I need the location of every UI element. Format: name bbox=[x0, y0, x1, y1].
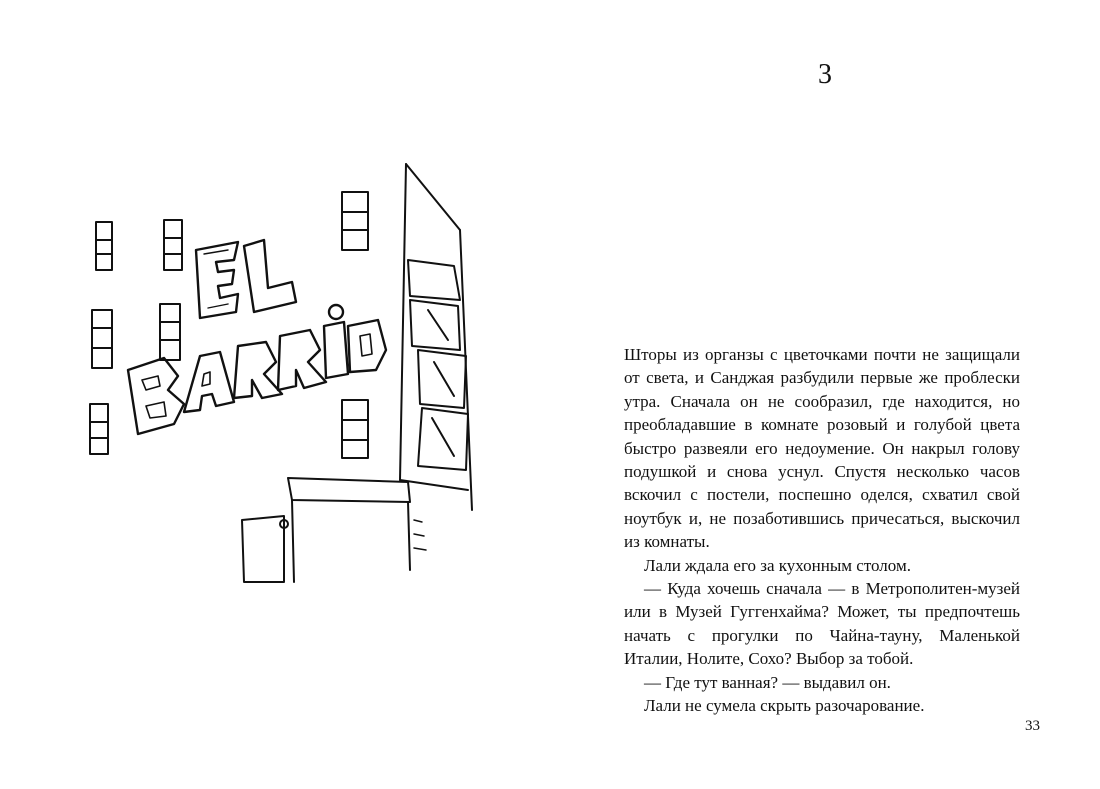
paragraph: — Где тут ванная? — выдавил он. bbox=[644, 672, 891, 692]
right-page bbox=[550, 0, 1100, 789]
paragraph: Лали ждала его за кухонным столом. bbox=[644, 555, 911, 575]
graffiti-el bbox=[196, 240, 296, 318]
el-barrio-illustration bbox=[88, 150, 508, 590]
graffiti-barrio bbox=[128, 305, 386, 434]
chapter-text bbox=[624, 343, 1020, 718]
paragraph: Лали не сумела скрыть разочарование. bbox=[644, 696, 925, 716]
paragraph: Шторы из органзы с цветочками почти не защищали от света, и Санджая разбудили первые же проблески утра. Сначала он не сообразил, где находится, но преобладавшие в комнате розовый и голубой цвета быстро развеяли его недоумение. Он накрыл голову подушкой и снова уснул. Спустя несколько часов вскочил с постели, поспешно оделся, схватил свой ноутбук и, не позаботившись причесаться, выскочил из комнаты. bbox=[624, 345, 1020, 552]
paragraph: — Куда хочешь сначала — в Метрополитен-музей или в Музей Гуггенхайма? Может, ты предпочтешь начать с прогулки по Чайна-тауну, Маленькой Италии, Нолите, Сохо? Выбор за тобой. bbox=[624, 579, 1020, 669]
building-facade bbox=[400, 164, 472, 510]
storefront bbox=[242, 478, 426, 582]
chapter-number: 3 bbox=[818, 59, 832, 90]
page-number: 33 bbox=[1025, 718, 1040, 734]
